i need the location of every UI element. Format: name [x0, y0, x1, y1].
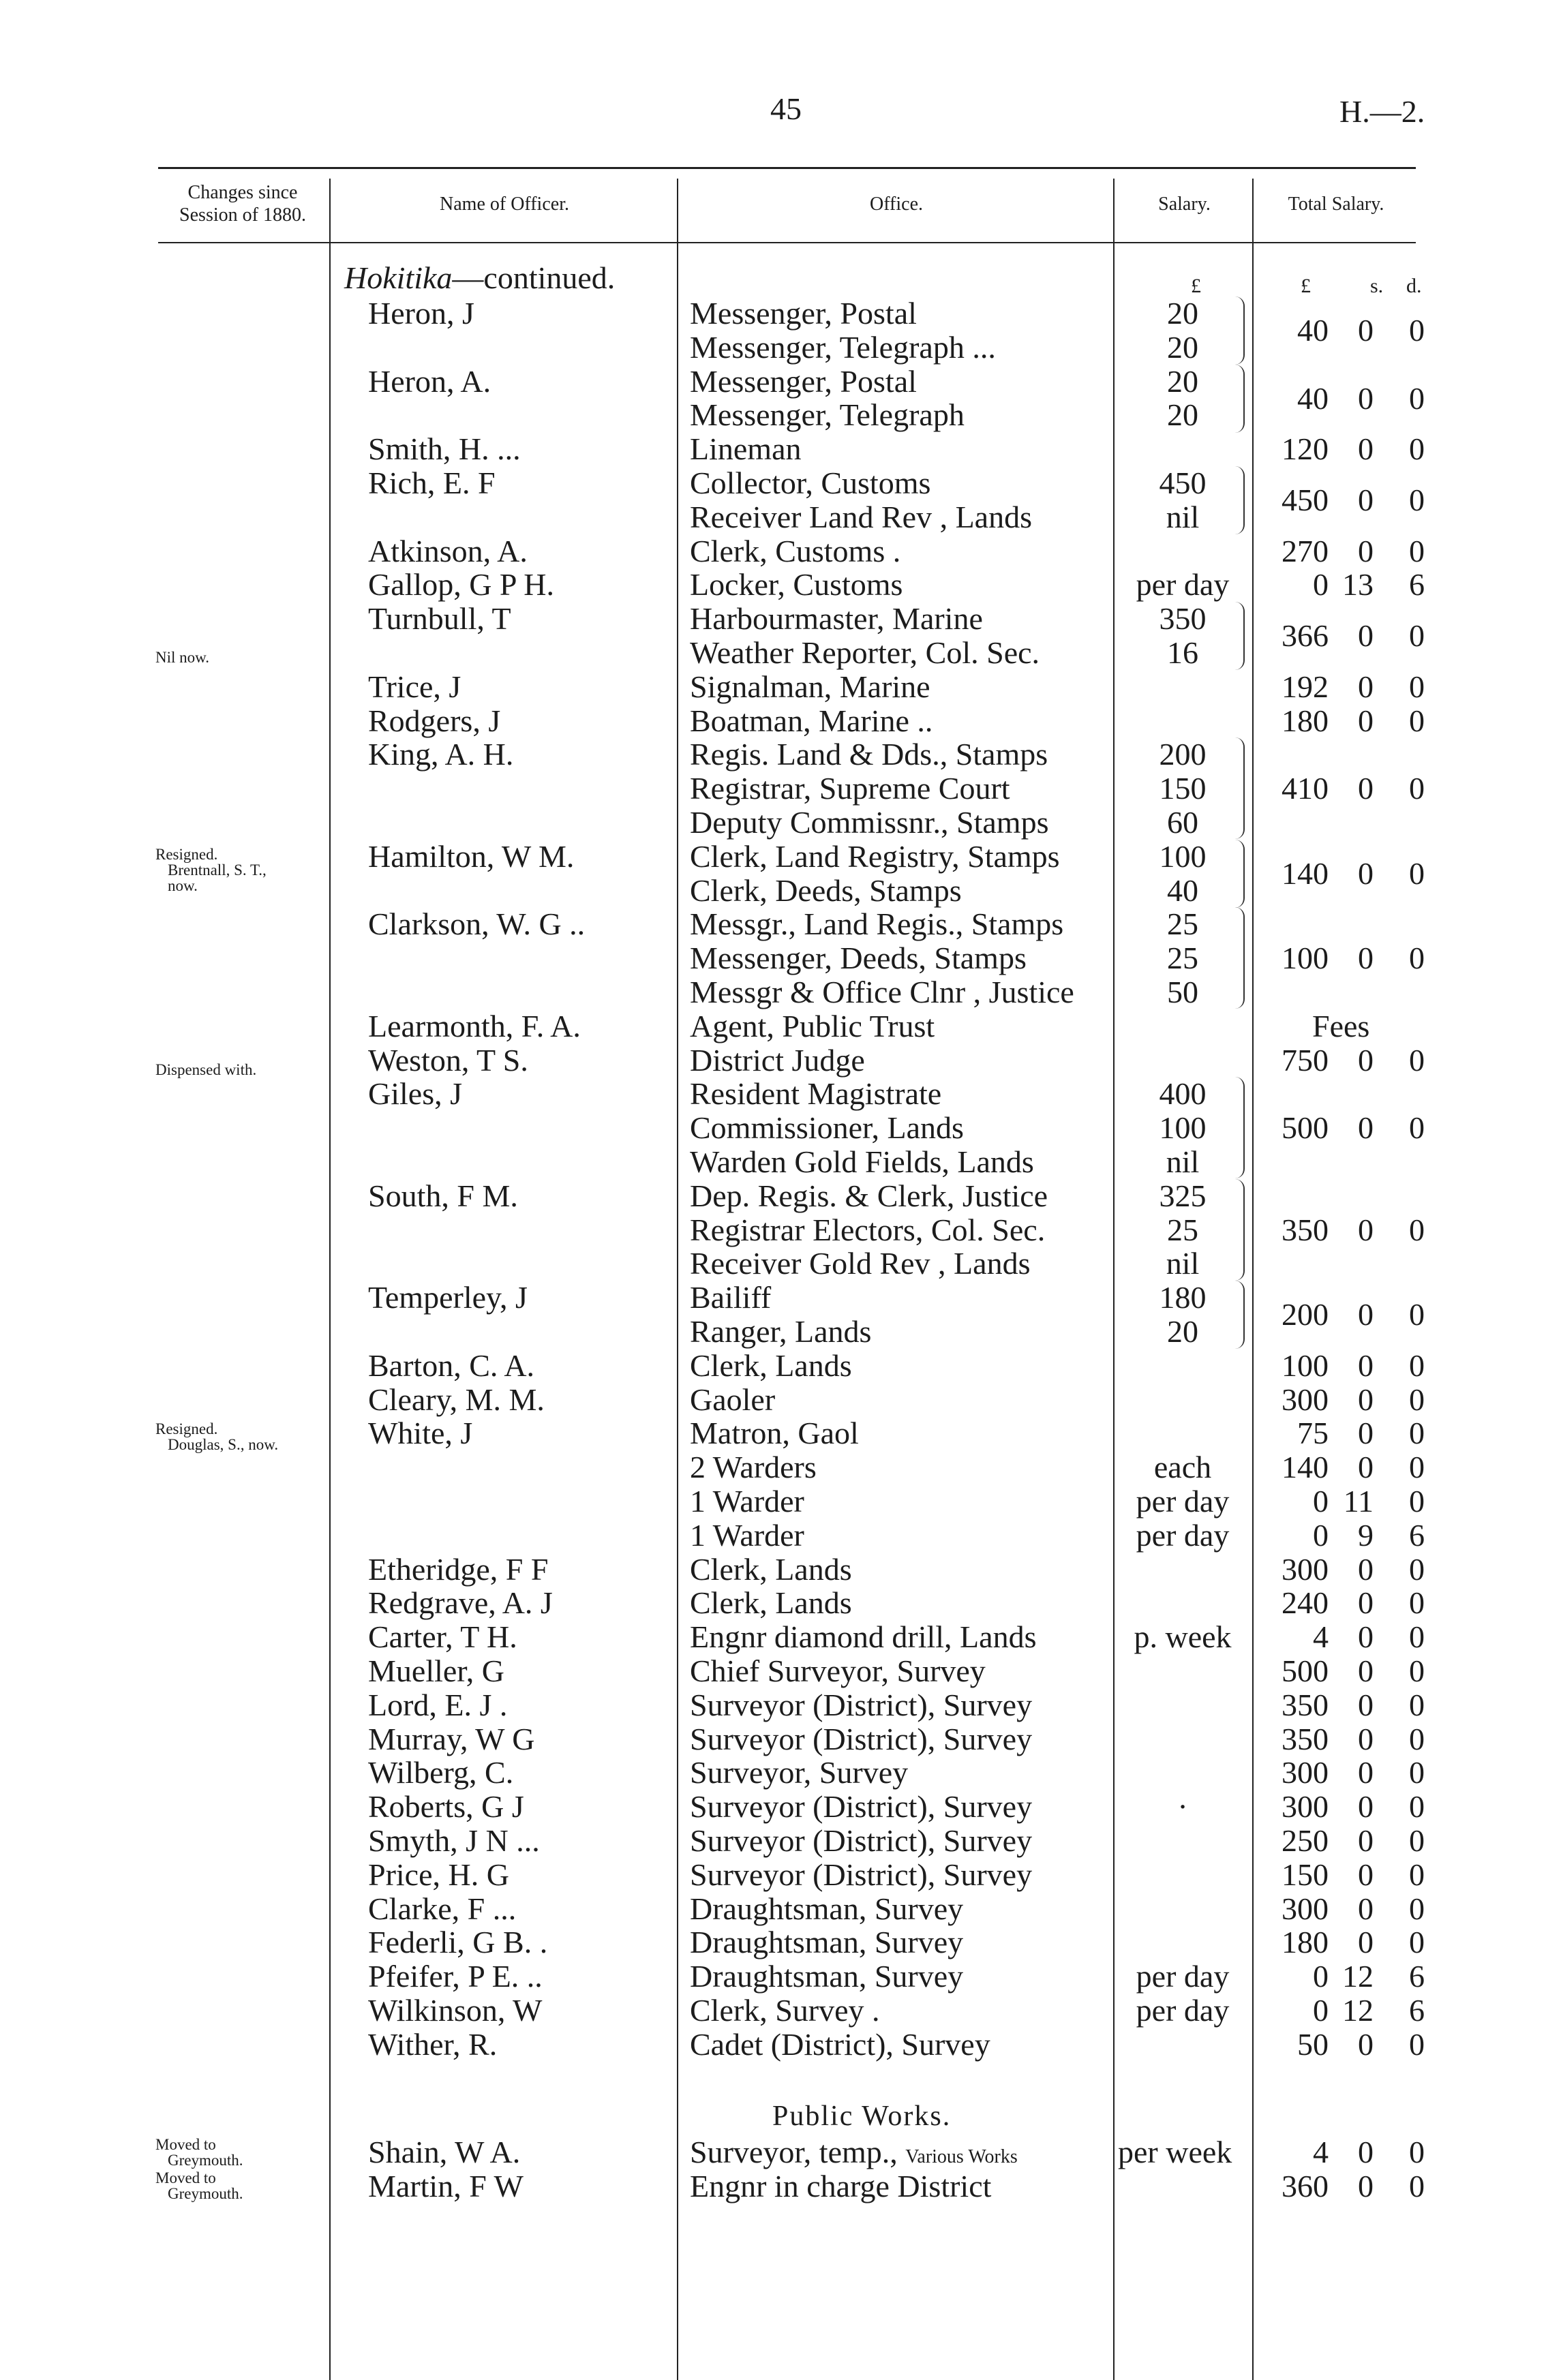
total-pounds: 40 [1297, 313, 1329, 348]
total-shillings: 0 [1358, 618, 1374, 653]
total-pounds: 450 [1282, 483, 1329, 517]
total-pounds: 150 [1282, 1857, 1329, 1892]
salary-value: 150 [1159, 771, 1207, 806]
total-shillings: 0 [1358, 1416, 1374, 1450]
brace-mark [1232, 1281, 1245, 1349]
office-title: District Judge [690, 1043, 865, 1078]
office-title: Deputy Commissnr., Stamps [690, 805, 1049, 840]
total-pounds: 180 [1282, 703, 1329, 738]
pw-office-2: Engnr in charge District [690, 2169, 992, 2203]
total-pounds: 100 [1282, 941, 1329, 975]
officer-name: Lord, E. J . [368, 1688, 508, 1722]
office-title: Receiver Land Rev , Lands [690, 500, 1032, 534]
col-header-office: Office. [870, 194, 923, 215]
total-pence: 0 [1409, 1382, 1425, 1417]
total-pounds: 350 [1282, 1722, 1329, 1756]
salary-value: p. week [1134, 1619, 1232, 1654]
officer-name: Cleary, M. M. [368, 1382, 545, 1417]
total-pence: 0 [1409, 1891, 1425, 1926]
office-title: Resident Magistrate [690, 1076, 942, 1111]
total-pounds: 300 [1282, 1552, 1329, 1587]
pw-total-pence-1: 0 [1409, 2135, 1425, 2169]
total-shillings: 0 [1358, 771, 1374, 806]
total-shillings: 0 [1358, 483, 1374, 517]
total-pence: 6 [1409, 1518, 1425, 1553]
total-pounds: 350 [1282, 1212, 1329, 1247]
pw-name-1: Shain, W A. [368, 2135, 521, 2169]
total-pounds: 140 [1282, 856, 1329, 891]
officer-name: Pfeifer, P E. .. [368, 1959, 543, 1994]
note-resigned-2: Brentnall, S. T., [168, 861, 267, 879]
office-title: Draughtsman, Survey [690, 1925, 964, 1959]
total-pounds: 0 [1313, 567, 1329, 602]
total-shillings: 0 [1358, 1688, 1374, 1722]
salary-value: 100 [1159, 839, 1207, 874]
officer-name: Rich, E. F [368, 466, 496, 500]
officer-name: Redgrave, A. J [368, 1585, 553, 1620]
total-pence: 0 [1409, 618, 1425, 653]
office-title: Matron, Gaol [690, 1416, 859, 1450]
total-shillings: 0 [1358, 1212, 1374, 1247]
total-shillings: 0 [1358, 1789, 1374, 1824]
total-pence: 0 [1409, 941, 1425, 975]
salary-value: 20 [1167, 1314, 1198, 1349]
total-pounds: 75 [1297, 1416, 1329, 1450]
total-shillings: 0 [1358, 1857, 1374, 1892]
salary-value: 325 [1159, 1178, 1207, 1213]
total-shillings: 0 [1358, 1925, 1374, 1959]
total-pence: 0 [1409, 1212, 1425, 1247]
total-pounds: 192 [1282, 669, 1329, 704]
officer-name: Giles, J [368, 1076, 462, 1111]
office-title: Clerk, Lands [690, 1552, 852, 1587]
salary-value: 200 [1159, 737, 1207, 772]
total-pounds: 240 [1282, 1585, 1329, 1620]
officer-name: King, A. H. [368, 737, 514, 772]
salary-value: nil [1166, 1144, 1200, 1179]
officer-name: Heron, A. [368, 364, 491, 399]
total-pence: 0 [1409, 669, 1425, 704]
office-title: Messgr., Land Regis., Stamps [690, 906, 1064, 941]
total-pounds: 0 [1313, 1959, 1329, 1994]
officer-name: Murray, W G [368, 1722, 535, 1756]
note-resigned-1: Resigned. [155, 846, 218, 863]
officer-name: Etheridge, F F [368, 1552, 549, 1587]
total-pence: 0 [1409, 313, 1425, 348]
office-title: Surveyor, Survey [690, 1755, 909, 1790]
office-title: Harbourmaster, Marine [690, 601, 983, 636]
total-shillings: 0 [1358, 941, 1374, 975]
column-divider-salary [1252, 179, 1254, 2380]
total-pounds: 350 [1282, 1688, 1329, 1722]
office-title: Engnr diamond drill, Lands [690, 1619, 1037, 1654]
note-dispensed: Dispensed with. [155, 1061, 257, 1078]
office-title: Messenger, Postal [690, 296, 917, 331]
page-number: 45 [770, 91, 802, 126]
total-pence: 0 [1409, 1688, 1425, 1722]
office-title: Surveyor (District), Survey [690, 1688, 1033, 1722]
officer-name: Temperley, J [368, 1280, 528, 1315]
total-shillings: 0 [1358, 1653, 1374, 1688]
salary-value: nil [1166, 500, 1200, 534]
total-pounds: 750 [1282, 1043, 1329, 1078]
total-pence: 0 [1409, 771, 1425, 806]
brace-mark [1232, 365, 1245, 433]
total-pounds: 366 [1282, 618, 1329, 653]
officer-name: Federli, G B. . [368, 1925, 548, 1959]
total-shillings: 12 [1342, 1959, 1374, 1994]
total-shillings: 0 [1358, 1619, 1374, 1654]
brace-mark [1232, 1077, 1245, 1178]
total-pounds: 500 [1282, 1110, 1329, 1145]
office-title: Messenger, Telegraph [690, 397, 965, 432]
office-title: Ranger, Lands [690, 1314, 872, 1349]
office-title: Gaoler [690, 1382, 776, 1417]
salary-value: 25 [1167, 941, 1198, 975]
total-pence: 0 [1409, 1450, 1425, 1484]
total-shillings: 0 [1358, 1382, 1374, 1417]
total-pounds: 0 [1313, 1484, 1329, 1519]
total-pence: 6 [1409, 1993, 1425, 2028]
total-pounds: 4 [1313, 1619, 1329, 1654]
pw-total-shillings-2: 0 [1358, 2169, 1374, 2203]
pw-office-1-main: Surveyor, temp., [690, 2135, 898, 2169]
office-title: Surveyor (District), Survey [690, 1789, 1033, 1824]
total-shillings: 0 [1358, 2027, 1374, 2062]
salary-value: 20 [1167, 330, 1198, 365]
officer-name: Trice, J [368, 669, 461, 704]
salary-value: 50 [1167, 975, 1198, 1009]
salary-value: 350 [1159, 601, 1207, 636]
office-title: Messgr & Office Clnr , Justice [690, 975, 1074, 1009]
total-pounds: 200 [1282, 1297, 1329, 1332]
pw-office-1-small: Various Works [905, 2146, 1018, 2167]
salary-value: 400 [1159, 1076, 1207, 1111]
total-shillings: 0 [1358, 669, 1374, 704]
total-pence: 0 [1409, 1348, 1425, 1383]
total-pounds: 250 [1282, 1823, 1329, 1858]
office-title: Signalman, Marine [690, 669, 930, 704]
salary-value: nil [1166, 1246, 1200, 1281]
total-pounds: 140 [1282, 1450, 1329, 1484]
column-divider-changes [329, 179, 331, 2380]
total-pence: 0 [1409, 431, 1425, 466]
table-header-rule [158, 242, 1416, 243]
brace-mark [1232, 602, 1245, 670]
officer-name: Weston, T S. [368, 1043, 528, 1078]
officer-name: Rodgers, J [368, 703, 501, 738]
salary-value: 180 [1159, 1280, 1207, 1315]
total-pounds: 300 [1282, 1382, 1329, 1417]
officer-name: Gallop, G P H. [368, 567, 555, 602]
office-title: Warden Gold Fields, Lands [690, 1144, 1034, 1179]
total-shillings: 0 [1358, 431, 1374, 466]
total-shillings: 0 [1358, 703, 1374, 738]
total-pounds: 120 [1282, 431, 1329, 466]
office-title: Chief Surveyor, Survey [690, 1653, 986, 1688]
currency-shillings: s. [1370, 275, 1384, 297]
total-pence: 0 [1409, 1552, 1425, 1587]
salary-value: 25 [1167, 906, 1198, 941]
office-title: Surveyor (District), Survey [690, 1722, 1033, 1756]
officer-name: Wilberg, C. [368, 1755, 514, 1790]
total-shillings: 0 [1358, 1891, 1374, 1926]
office-title: Clerk, Customs . [690, 534, 901, 568]
col-header-total: Total Salary. [1288, 194, 1384, 215]
pw-total-pence-2: 0 [1409, 2169, 1425, 2203]
office-title: Surveyor (District), Survey [690, 1823, 1033, 1858]
office-title: Clerk, Lands [690, 1585, 852, 1620]
salary-value: 40 [1167, 873, 1198, 908]
total-pounds: 300 [1282, 1891, 1329, 1926]
total-pence: 0 [1409, 1925, 1425, 1959]
salary-value: 16 [1167, 635, 1198, 670]
officer-name: Clarke, F ... [368, 1891, 517, 1926]
total-pence: 0 [1409, 1789, 1425, 1824]
salary-value: 20 [1167, 296, 1198, 331]
officer-name: Mueller, G [368, 1653, 504, 1688]
total-pounds: 270 [1282, 534, 1329, 568]
officer-name: Wilkinson, W [368, 1993, 543, 2028]
office-title: Registrar Electors, Col. Sec. [690, 1212, 1046, 1247]
office-title: Receiver Gold Rev , Lands [690, 1246, 1031, 1281]
total-pence: 6 [1409, 567, 1425, 602]
total-pounds: 300 [1282, 1789, 1329, 1824]
total-shillings: 13 [1342, 567, 1374, 602]
document-code: H.—2. [1339, 94, 1425, 129]
brace-mark [1232, 737, 1245, 839]
total-shillings: 0 [1358, 1823, 1374, 1858]
total-pounds: 180 [1282, 1925, 1329, 1959]
currency-salary: £ [1191, 275, 1201, 297]
col-header-salary: Salary. [1158, 194, 1211, 215]
total-pence: 0 [1409, 1755, 1425, 1790]
total-shillings: 0 [1358, 381, 1374, 416]
total-pounds: 300 [1282, 1755, 1329, 1790]
salary-value: per day [1136, 1518, 1230, 1553]
total-pence: 0 [1409, 381, 1425, 416]
total-shillings: 0 [1358, 1110, 1374, 1145]
total-pence: 0 [1409, 1619, 1425, 1654]
total-shillings: 0 [1358, 1722, 1374, 1756]
salary-value: each [1153, 1450, 1212, 1484]
total-pounds: 50 [1297, 2027, 1329, 2062]
total-shillings: 0 [1358, 534, 1374, 568]
note-resigned-3: now. [168, 877, 198, 894]
officer-name: Price, H. G [368, 1857, 509, 1892]
section-title-hokitika [344, 261, 615, 295]
salary-value: per day [1136, 1993, 1230, 2028]
office-title: Surveyor (District), Survey [690, 1857, 1033, 1892]
currency-pounds: £ [1301, 275, 1311, 297]
column-divider-name [677, 179, 678, 2380]
total-pence: 6 [1409, 1959, 1425, 1994]
total-pounds: 500 [1282, 1653, 1329, 1688]
total-pounds: 0 [1313, 1993, 1329, 2028]
pw-total-pounds-1: 4 [1313, 2135, 1329, 2169]
total-pence: 0 [1409, 534, 1425, 568]
total-pence: 0 [1409, 1823, 1425, 1858]
currency-pence: d. [1406, 275, 1422, 297]
total-shillings: 0 [1358, 1043, 1374, 1078]
office-title: Boatman, Marine .. [690, 703, 933, 738]
note-moved-shain-2: Greymouth. [168, 2152, 243, 2169]
total-pence: 0 [1409, 2027, 1425, 2062]
officer-name: Heron, J [368, 296, 474, 331]
office-title: Collector, Customs [690, 466, 931, 500]
office-title: Lineman [690, 431, 802, 466]
total-pence: 0 [1409, 703, 1425, 738]
section-title-suffix: —continued. [452, 260, 616, 295]
total-pence: 0 [1409, 483, 1425, 517]
office-title: Clerk, Survey . [690, 1993, 880, 2028]
total-shillings: 0 [1358, 1585, 1374, 1620]
salary-value: · [1177, 1789, 1188, 1824]
office-title: Clerk, Land Registry, Stamps [690, 839, 1060, 874]
total-pence: 0 [1409, 1585, 1425, 1620]
note-resigned-douglas-1: Resigned. [155, 1420, 218, 1437]
office-title: Bailiff [690, 1280, 772, 1315]
office-title: Cadet (District), Survey [690, 2027, 990, 2062]
office-title: Agent, Public Trust [690, 1009, 935, 1043]
total-shillings: 0 [1358, 856, 1374, 891]
office-title: Commissioner, Lands [690, 1110, 964, 1145]
brace-mark [1232, 907, 1245, 1009]
note-moved-martin-1: Moved to [155, 2169, 216, 2186]
col-header-name: Name of Officer. [440, 194, 569, 215]
total-pence: 0 [1409, 1722, 1425, 1756]
office-title: Clerk, Deeds, Stamps [690, 873, 962, 908]
total-pence: 0 [1409, 1110, 1425, 1145]
note-resigned-douglas-2: Douglas, S., now. [168, 1436, 279, 1453]
total-pence: 0 [1409, 1653, 1425, 1688]
salary-value: per day [1136, 1959, 1230, 1994]
total-shillings: 0 [1358, 1297, 1374, 1332]
office-title: Messenger, Telegraph ... [690, 330, 996, 365]
note-moved-shain-1: Moved to [155, 2136, 216, 2153]
total-shillings: 9 [1358, 1518, 1374, 1553]
officer-name: Smyth, J N ... [368, 1823, 540, 1858]
officer-name: Clarkson, W. G .. [368, 906, 586, 941]
total-shillings: 0 [1358, 1450, 1374, 1484]
office-title: Regis. Land & Dds., Stamps [690, 737, 1048, 772]
salary-value: 100 [1159, 1110, 1207, 1145]
pw-total-shillings-1: 0 [1358, 2135, 1374, 2169]
note-nil-now: Nil now. [155, 649, 210, 666]
total-pence: 0 [1409, 1416, 1425, 1450]
pw-salary-1: per week [1118, 2135, 1232, 2169]
total-pounds: 0 [1313, 1518, 1329, 1553]
total-pence: 0 [1409, 1297, 1425, 1332]
table-top-rule [158, 167, 1416, 169]
section-title-public-works: Public Works. [772, 2101, 952, 2132]
total-pence: 0 [1409, 1857, 1425, 1892]
brace-mark [1232, 296, 1245, 365]
office-title: 2 Warders [690, 1450, 817, 1484]
pw-name-2: Martin, F W [368, 2169, 524, 2203]
total-pounds: 40 [1297, 381, 1329, 416]
total-pence: 0 [1409, 856, 1425, 891]
total-shillings: 12 [1342, 1993, 1374, 2028]
officer-name: Barton, C. A. [368, 1348, 535, 1383]
officer-name: Atkinson, A. [368, 534, 528, 568]
salary-value: 25 [1167, 1212, 1198, 1247]
column-divider-office [1113, 179, 1115, 2380]
total-pence: 0 [1409, 1043, 1425, 1078]
office-title: Messenger, Deeds, Stamps [690, 941, 1027, 975]
note-moved-martin-2: Greymouth. [168, 2185, 243, 2202]
section-title-place: Hokitika [344, 260, 453, 295]
officer-name: Wither, R. [368, 2027, 498, 2062]
office-title: Clerk, Lands [690, 1348, 852, 1383]
total-shillings: 0 [1358, 1755, 1374, 1790]
office-title: Draughtsman, Survey [690, 1959, 964, 1994]
total-shillings: 0 [1358, 1552, 1374, 1587]
officer-name: Turnbull, T [368, 601, 511, 636]
officer-name: Hamilton, W M. [368, 839, 575, 874]
total-fees: Fees [1312, 1009, 1370, 1043]
salary-value: per day [1136, 1484, 1230, 1519]
col-header-changes: Changes since Session of 1880. [179, 182, 306, 226]
salary-value: 20 [1167, 397, 1198, 432]
salary-value: 20 [1167, 364, 1198, 399]
salary-value: 450 [1159, 466, 1207, 500]
office-title: 1 Warder [690, 1484, 804, 1519]
total-shillings: 0 [1358, 1348, 1374, 1383]
officer-name: White, J [368, 1416, 473, 1450]
office-title: Draughtsman, Survey [690, 1891, 964, 1926]
salary-value: 60 [1167, 805, 1198, 840]
brace-mark [1232, 1179, 1245, 1281]
officer-name: Roberts, G J [368, 1789, 524, 1824]
officer-name: Learmonth, F. A. [368, 1009, 581, 1043]
salary-value: per day [1136, 567, 1230, 602]
brace-mark [1232, 840, 1245, 908]
officer-name: Smith, H. ... [368, 431, 521, 466]
pw-total-pounds-2: 360 [1282, 2169, 1329, 2203]
officer-name: Carter, T H. [368, 1619, 517, 1654]
office-title: 1 Warder [690, 1518, 804, 1553]
officer-name: South, F M. [368, 1178, 518, 1213]
office-title: Weather Reporter, Col. Sec. [690, 635, 1040, 670]
office-title: Registrar, Supreme Court [690, 771, 1010, 806]
office-title: Messenger, Postal [690, 364, 917, 399]
total-pounds: 410 [1282, 771, 1329, 806]
total-pence: 0 [1409, 1484, 1425, 1519]
total-shillings: 11 [1343, 1484, 1374, 1519]
total-pounds: 100 [1282, 1348, 1329, 1383]
office-title: Dep. Regis. & Clerk, Justice [690, 1178, 1048, 1213]
brace-mark [1232, 466, 1245, 534]
office-title: Locker, Customs [690, 567, 903, 602]
total-shillings: 0 [1358, 313, 1374, 348]
